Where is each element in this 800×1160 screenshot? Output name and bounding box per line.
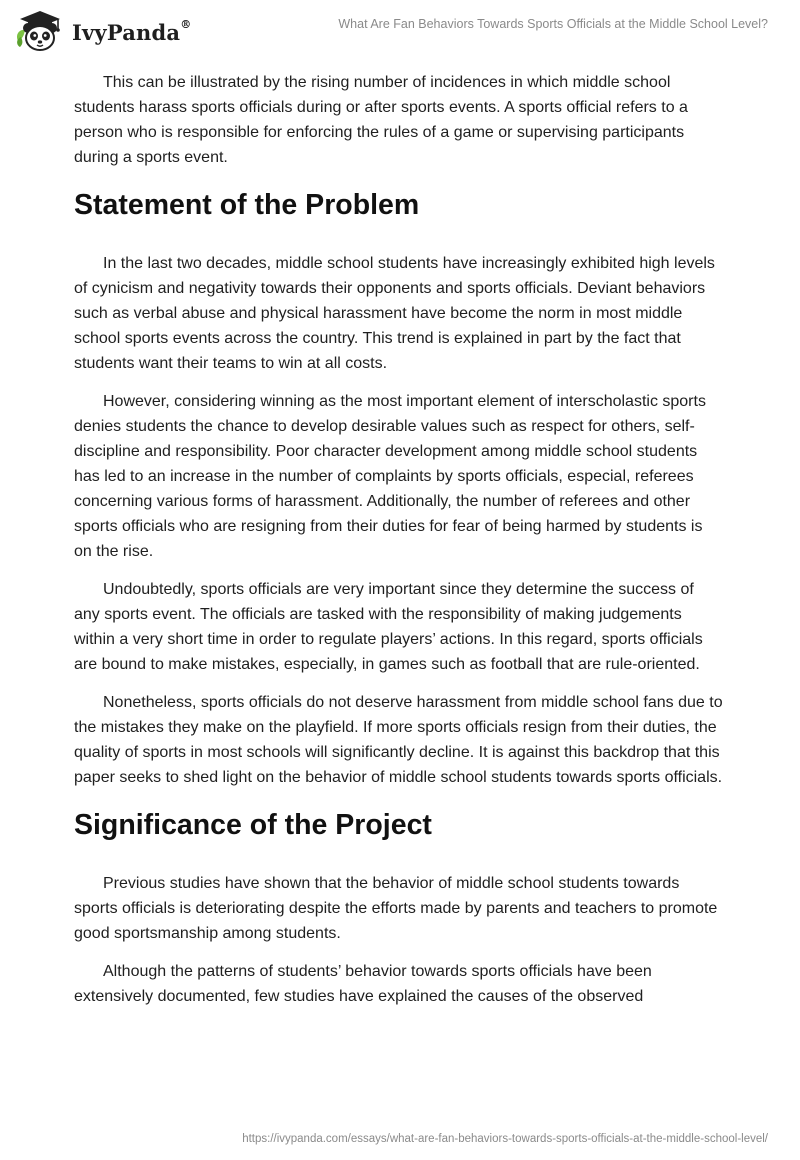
essay-body <box>74 70 724 1022</box>
paragraph-6: Previous studies have shown that the behavior of middle school students towards sports officials is deteriorating despite the efforts made by parents and teachers to promote good sportsmanship among students. <box>74 875 718 942</box>
heading-significance-of-project: Significance of the Project <box>74 809 432 841</box>
paragraph-2: In the last two decades, middle school students have increasingly exhibited high levels of cynicism and negativity towards their opponents and sports officials. Deviant behaviors such as verbal abuse and physical harassment have become the norm in most middle school sports events across the country. This trend is explained in part by the fact that students want their teams to win at all costs. <box>74 255 715 372</box>
paragraph-1: This can be illustrated by the rising number of incidences in which middle school students harass sports officials during or after sports events. A sports official refers to a person who is responsible for enforcing the rules of a game or supervising participants during a sports event. <box>74 74 688 166</box>
paragraph-7: Although the patterns of students’ behavior towards sports officials have been extensively documented, few studies have explained the causes of the observed <box>74 963 652 1005</box>
paragraph-3: However, considering winning as the most important element of interscholastic sports denies students the chance to develop desirable values such as respect for others, self-discipline and responsibility. Poor character development among middle school students has led to an increase in the number of complaints by sports officials, especial, referees concerning various forms of harassment. Additionally, the number of referees and other sports officials who are resigning from their duties for fear of being harmed by students is on the rise. <box>74 393 706 560</box>
ivypanda-logo[interactable] <box>14 9 191 53</box>
panda-graduate-icon <box>14 9 66 53</box>
logo-wordmark: IvyPanda® <box>72 17 192 45</box>
paragraph-4: Undoubtedly, sports officials are very important since they determine the success of any sports event. The officials are tasked with the responsibility of making judgements within a very short time in order to regulate players’ actions. In this regard, sports officials are bound to make mistakes, especially, in games such as football that are rule-oriented. <box>74 581 703 673</box>
source-url-link[interactable]: https://ivypanda.com/essays/what-are-fan-behaviors-towards-sports-officials-at-the-middle-school-level/ <box>242 1133 768 1145</box>
heading-statement-of-problem: Statement of the Problem <box>74 189 420 221</box>
paragraph-5: Nonetheless, sports officials do not deserve harassment from middle school fans due to the mistakes they make on the playfield. If more sports officials resign from their duties, the quality of sports in most schools will significantly decline. It is against this backdrop that this paper seeks to shed light on the behavior of middle school students towards sports officials. <box>74 694 723 786</box>
running-title: What Are Fan Behaviors Towards Sports Officials at the Middle School Level? <box>338 17 768 31</box>
registered-mark: ® <box>180 17 192 31</box>
page-header <box>0 0 800 62</box>
